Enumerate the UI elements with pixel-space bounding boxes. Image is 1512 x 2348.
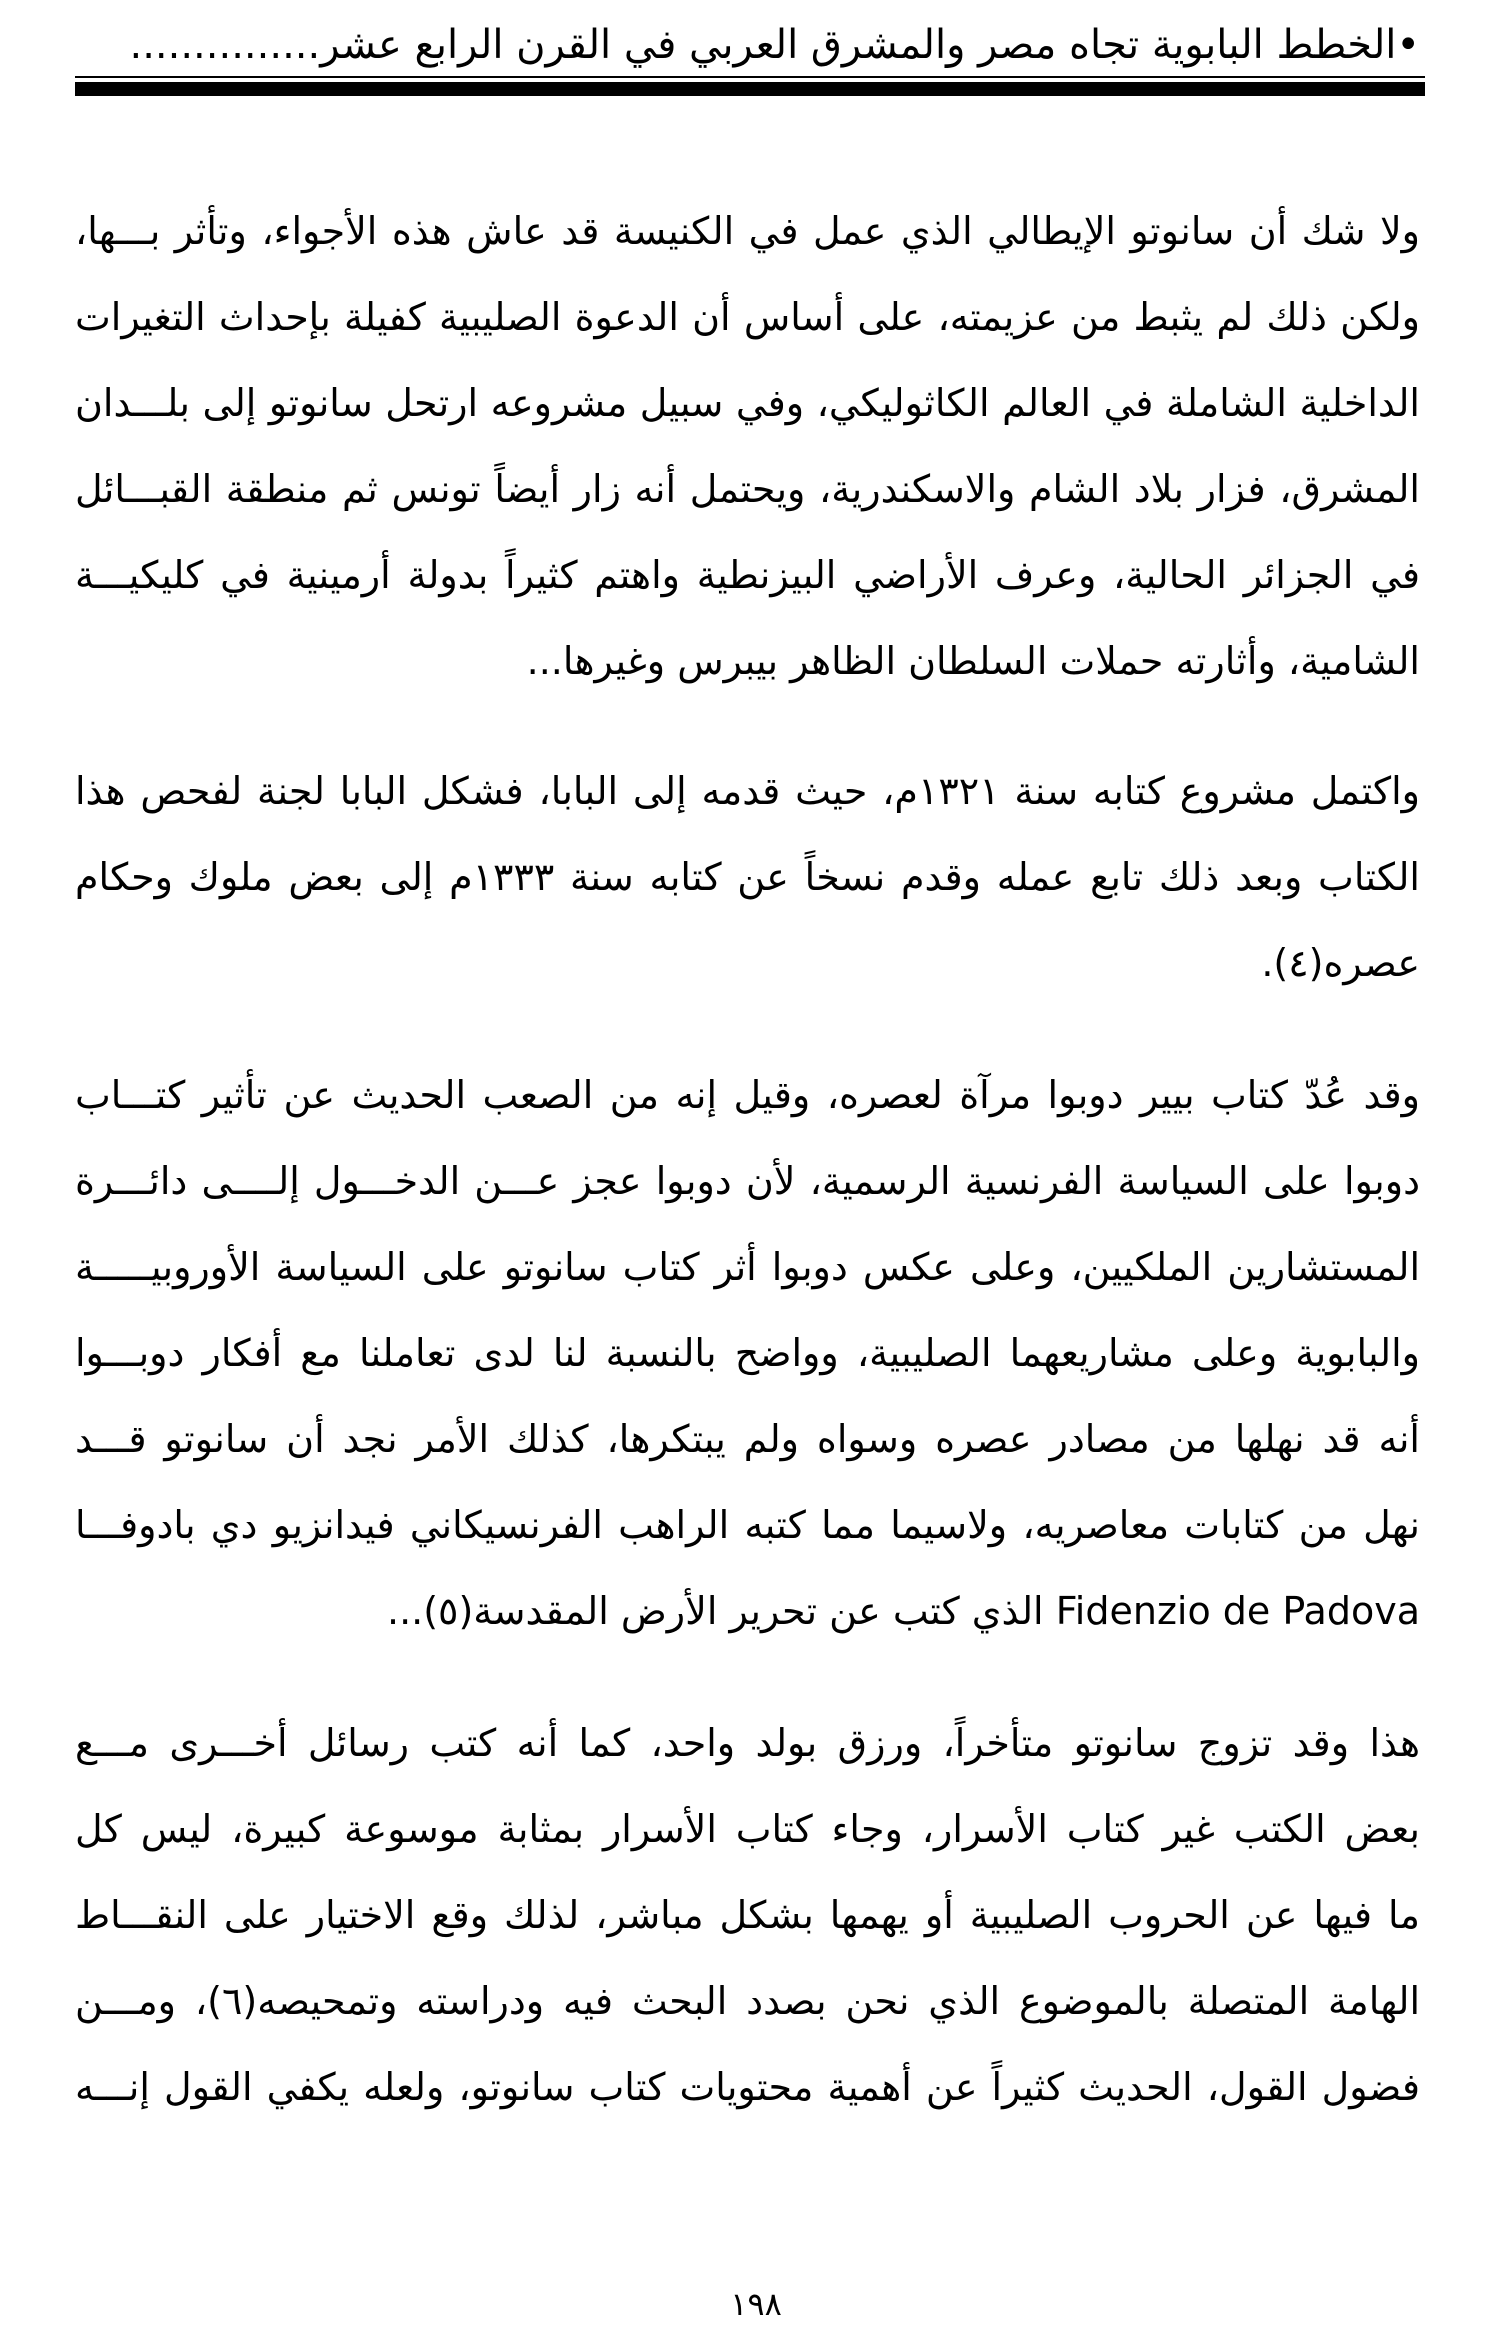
text-line: Fidenzio de Padova الذي كتب عن تحرير الأرض المقدسة(٥)... (386, 1589, 1420, 1633)
paragraph-4 (75, 1700, 1420, 2130)
text-line: المستشارين الملكيين، وعلى عكس دوبوا أثر كتاب سانوتو على السياسة الأوروبيـــــة (75, 1245, 1420, 1289)
text-line: هذا وقد تزوج سانوتو متأخراً، ورزق بولد واحد، كما أنه كتب رسائل أخـــرى مـــع (75, 1721, 1420, 1765)
paragraph-1 (75, 188, 1420, 704)
text-line: فضول القول، الحديث كثيراً عن أهمية محتويات كتاب سانوتو، ولعله يكفي القول إنـــه (75, 2065, 1420, 2109)
text-line: نهل من كتابات معاصريه، ولاسيما مما كتبه الراهب الفرنسيكاني فيدانزيو دي بادوفـــا (75, 1503, 1420, 1547)
text-line: عصره(٤). (1261, 941, 1420, 985)
page-number: ١٩٨ (730, 2285, 782, 2323)
text-line: ولكن ذلك لم يثبط من عزيمته، على أساس أن الدعوة الصليبية كفيلة بإحداث التغيرات (75, 295, 1420, 339)
text-line: المشرق، فزار بلاد الشام والاسكندرية، ويحتمل أنه زار أيضاً تونس ثم منطقة القبـــائل (75, 467, 1420, 511)
running-header: •الخطط البابوية تجاه مصر والمشرق العربي في القرن الرابع عشر............... (129, 22, 1420, 68)
header-rule-thick (75, 82, 1425, 96)
text-line: الهامة المتصلة بالموضوع الذي نحن بصدد البحث فيه ودراسته وتمحيصه(٦)، ومـــن (75, 1979, 1420, 2023)
text-line: أنه قد نهلها من مصادر عصره وسواه ولم يبتكرها، كذلك الأمر نجد أن سانوتو قـــد (75, 1417, 1420, 1461)
paragraph-2 (75, 748, 1420, 1006)
text-line: الداخلية الشاملة في العالم الكاثوليكي، وفي سبيل مشروعه ارتحل سانوتو إلى بلـــدان (75, 381, 1420, 425)
text-line: ما فيها عن الحروب الصليبية أو يهمها بشكل مباشر، لذلك وقع الاختيار على النقـــاط (75, 1893, 1420, 1937)
header-rule-thin (75, 76, 1425, 78)
text-line: دوبوا على السياسة الفرنسية الرسمية، لأن دوبوا عجز عـــن الدخـــول إلــــى دائـــرة (75, 1159, 1420, 1203)
body-text (75, 188, 1420, 2130)
text-line: بعض الكتب غير كتاب الأسرار، وجاء كتاب الأسرار بمثابة موسوعة كبيرة، ليس كل (75, 1807, 1420, 1851)
text-line: والبابوية وعلى مشاريعهما الصليبية، وواضح بالنسبة لنا لدى تعاملنا مع أفكار دوبـــوا (75, 1331, 1420, 1375)
text-line: ولا شك أن سانوتو الإيطالي الذي عمل في الكنيسة قد عاش هذه الأجواء، وتأثر بـــها، (75, 209, 1420, 253)
paragraph-3 (75, 1052, 1420, 1654)
text-line: في الجزائر الحالية، وعرف الأراضي البيزنطية واهتم كثيراً بدولة أرمينية في كليكيـــة (75, 553, 1420, 597)
text-line: وقد عُدّ كتاب بيير دوبوا مرآة لعصره، وقيل إنه من الصعب الحديث عن تأثير كتـــاب (75, 1073, 1420, 1117)
text-line: الشامية، وأثارته حملات السلطان الظاهر بيبرس وغيرها... (526, 639, 1420, 683)
text-line: واكتمل مشروع كتابه سنة ١٣٢١م، حيث قدمه إلى البابا، فشكل البابا لجنة لفحص هذا (75, 769, 1420, 813)
text-line: الكتاب وبعد ذلك تابع عمله وقدم نسخاً عن كتابه سنة ١٣٣٣م إلى بعض ملوك وحكام (75, 855, 1420, 899)
